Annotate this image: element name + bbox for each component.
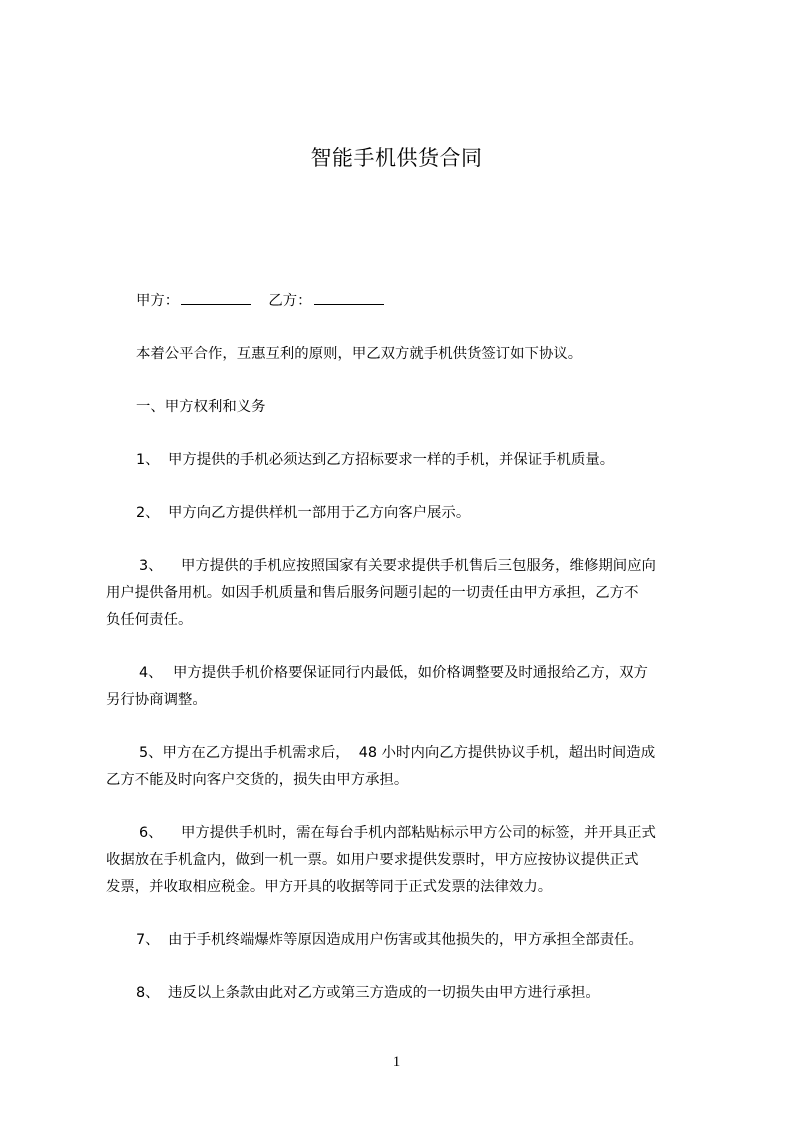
clause-number: 7、 bbox=[136, 932, 160, 948]
clause-number: 4、 bbox=[139, 665, 163, 681]
clause-text: 违反以上条款由此对乙方或第三方造成的一切损失由甲方进行承担。 bbox=[168, 985, 600, 1001]
clause-text: 甲方提供手机时，需在每台手机内部粘贴标示甲方公司的标签，并开具正式 bbox=[181, 825, 656, 841]
clause-6-line-2: 收据放在手机盒内，做到一机一票。如用户要求提供发票时，甲方应按协议提供正式 bbox=[106, 852, 639, 868]
clause-number: 8、 bbox=[136, 985, 160, 1001]
clause-4-line-1 bbox=[139, 660, 648, 687]
party-a-label: 甲方： bbox=[136, 293, 180, 309]
parties-line bbox=[136, 288, 386, 315]
clause-5-line-2: 乙方不能及时向客户交货的，损失由甲方承担。 bbox=[106, 772, 409, 788]
clause-text: 甲方提供的手机应按照国家有关要求提供手机售后三包服务，维修期间应向 bbox=[181, 558, 656, 574]
document-title: 智能手机供货合同 bbox=[310, 146, 483, 170]
page-number: 1 bbox=[392, 1054, 401, 1070]
clause-2 bbox=[136, 500, 470, 527]
clause-5-line-1 bbox=[139, 740, 655, 767]
party-a-blank bbox=[181, 289, 251, 305]
clause-text: 甲方提供的手机必须达到乙方招标要求一样的手机，并保证手机质量。 bbox=[168, 452, 615, 468]
clause-6-line-1 bbox=[139, 820, 656, 847]
clause-text: 甲方向乙方提供样机一部用于乙方向客户展示。 bbox=[168, 505, 471, 521]
clause-3-line-2: 用户提供备用机。如因手机质量和售后服务问题引起的一切责任由甲方承担，乙方不 bbox=[106, 585, 639, 601]
clause-number: 5、 bbox=[139, 745, 163, 761]
clause-number: 1、 bbox=[136, 452, 160, 468]
clause-number: 3、 bbox=[139, 558, 163, 574]
clause-number: 6、 bbox=[139, 825, 163, 841]
clause-4-line-2: 另行协商调整。 bbox=[106, 692, 207, 708]
clause-3-line-3: 负任何责任。 bbox=[106, 612, 193, 628]
clause-1 bbox=[136, 447, 614, 474]
intro-paragraph: 本着公平合作，互惠互利的原则，甲乙双方就手机供货签订如下协议。 bbox=[136, 346, 583, 362]
clause-6-line-3: 发票，并收取相应税金。甲方开具的收据等同于正式发票的法律效力。 bbox=[106, 879, 553, 895]
party-b-label: 乙方： bbox=[268, 293, 312, 309]
clause-number: 2、 bbox=[136, 505, 160, 521]
party-b-blank bbox=[314, 289, 384, 305]
clause-text: 甲方提供手机价格要保证同行内最低，如价格调整要及时通报给乙方，双方 bbox=[173, 665, 648, 681]
section-heading: 一、甲方权利和义务 bbox=[136, 399, 266, 415]
clause-3-line-1 bbox=[139, 553, 656, 580]
clause-7 bbox=[136, 927, 643, 954]
clause-text: 甲方在乙方提出手机需求后， 48 小时内向乙方提供协议手机，超出时间造成 bbox=[162, 745, 656, 761]
clause-8 bbox=[136, 980, 600, 1007]
clause-text: 由于手机终端爆炸等原因造成用户伤害或其他损失的，甲方承担全部责任。 bbox=[168, 932, 643, 948]
